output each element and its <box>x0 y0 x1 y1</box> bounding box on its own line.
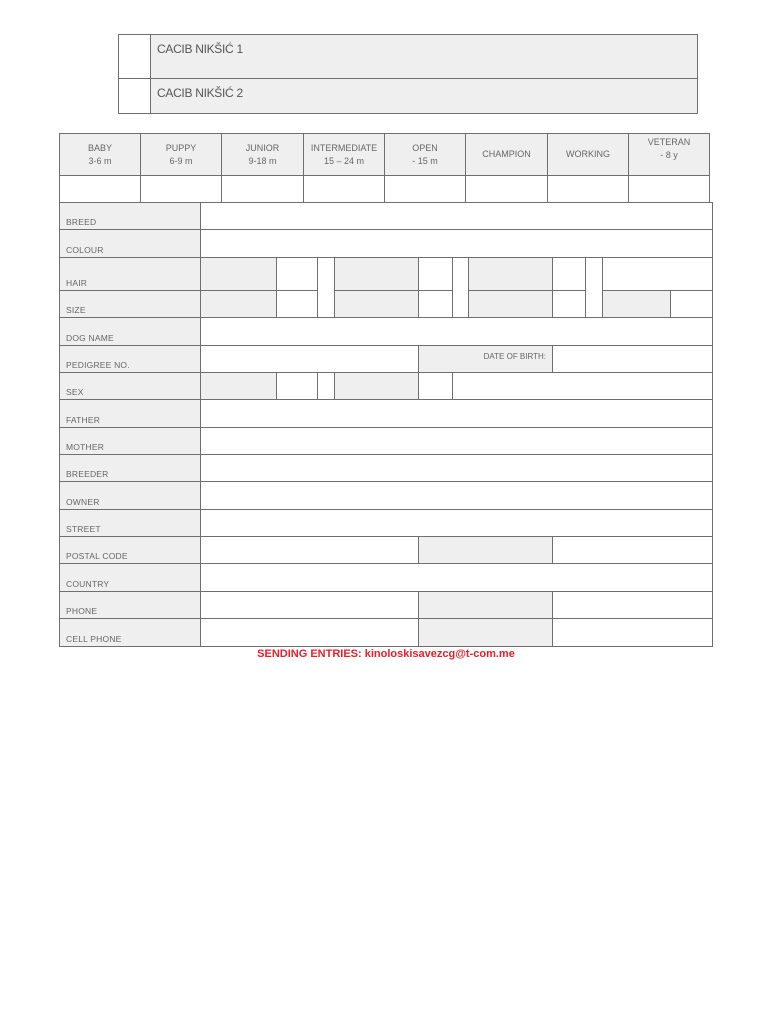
show2-title: CACIB NIKŠIĆ 2 <box>150 78 698 114</box>
size-option-3 <box>468 290 553 318</box>
hair-option-2 <box>334 257 419 291</box>
hair-option-3 <box>468 257 553 291</box>
class-intermediate-name: INTERMEDIATE <box>310 142 378 153</box>
father-input[interactable] <box>200 399 713 428</box>
size-check-3[interactable] <box>552 290 586 318</box>
size-check-2[interactable] <box>418 290 453 318</box>
cell-extra-input[interactable] <box>552 618 713 647</box>
owner-input[interactable] <box>200 481 713 510</box>
label-sex: SEX <box>59 372 201 400</box>
sex-extra <box>452 372 713 400</box>
hair-spacer-2 <box>452 257 469 318</box>
label-pedigree-no: PEDIGREE NO. <box>59 345 201 373</box>
class-puppy-age: 6-9 m <box>169 155 193 166</box>
label-hair: HAIR <box>59 257 201 291</box>
class-open <box>384 133 466 176</box>
label-cell-phone: CELL PHONE <box>59 618 201 647</box>
show2-checkbox[interactable] <box>118 78 151 114</box>
label-breed: BREED <box>59 202 201 230</box>
class-baby-name: BABY <box>87 142 112 153</box>
label-father: FATHER <box>59 399 201 428</box>
postal-city-label <box>418 536 553 564</box>
country-input[interactable] <box>200 563 713 592</box>
class-open-age: - 15 m <box>412 155 438 166</box>
sex-option-2 <box>334 372 419 400</box>
hair-check-1[interactable] <box>276 257 318 291</box>
label-dog-name: DOG NAME <box>59 317 201 346</box>
class-intermediate <box>303 133 385 176</box>
class-veteran-age: - 8 y <box>660 150 678 160</box>
size-option-4 <box>602 290 671 318</box>
class-baby <box>59 133 141 176</box>
show1-checkbox[interactable] <box>118 34 151 79</box>
class-open-name: OPEN <box>412 142 438 153</box>
cell-extra-label <box>418 618 553 647</box>
class-junior-age: 9-18 m <box>248 155 277 166</box>
hair-extra[interactable] <box>602 257 713 291</box>
hair-check-3[interactable] <box>552 257 586 291</box>
label-date-of-birth: DATE OF BIRTH: <box>418 345 553 373</box>
hair-spacer-3 <box>585 257 603 318</box>
dog-name-input[interactable] <box>200 317 713 346</box>
label-street: STREET <box>59 509 201 537</box>
phone-extra-label <box>418 591 553 619</box>
class-working <box>547 133 629 176</box>
mother-input[interactable] <box>200 427 713 455</box>
sex-check-1[interactable] <box>276 372 318 400</box>
class-intermediate-box[interactable] <box>303 175 385 203</box>
sex-check-2[interactable] <box>418 372 453 400</box>
class-veteran <box>628 133 710 176</box>
label-mother: MOTHER <box>59 427 201 455</box>
phone-extra-input[interactable] <box>552 591 713 619</box>
label-breeder: BREEDER <box>59 454 201 482</box>
class-veteran-name: VETERAN <box>647 137 691 147</box>
sex-spacer <box>317 372 335 400</box>
label-postal-code: POSTAL CODE <box>59 536 201 564</box>
size-check-4[interactable] <box>670 290 713 318</box>
colour-input[interactable] <box>200 229 713 258</box>
postal-city-input[interactable] <box>552 536 713 564</box>
date-of-birth-input[interactable] <box>552 345 713 373</box>
class-junior-name: JUNIOR <box>245 142 280 153</box>
class-intermediate-age: 15 – 24 m <box>323 155 365 166</box>
size-option-1 <box>200 290 277 318</box>
size-option-2 <box>334 290 419 318</box>
size-check-1[interactable] <box>276 290 318 318</box>
class-junior <box>221 133 304 176</box>
class-open-box[interactable] <box>384 175 466 203</box>
hair-option-1 <box>200 257 277 291</box>
class-champion <box>465 133 548 176</box>
label-size: SIZE <box>59 290 201 318</box>
class-champion-name: CHAMPION <box>482 149 531 159</box>
class-puppy <box>140 133 222 176</box>
label-phone: PHONE <box>59 591 201 619</box>
label-owner: OWNER <box>59 481 201 510</box>
class-baby-age: 3-6 m <box>88 155 112 166</box>
breed-input[interactable] <box>200 202 713 230</box>
street-input[interactable] <box>200 509 713 537</box>
hair-check-2[interactable] <box>418 257 453 291</box>
class-junior-box[interactable] <box>221 175 304 203</box>
class-champion-box[interactable] <box>465 175 548 203</box>
label-colour: COLOUR <box>59 229 201 258</box>
class-puppy-box[interactable] <box>140 175 222 203</box>
hair-spacer-1 <box>317 257 335 318</box>
show1-title: CACIB NIKŠIĆ 1 <box>150 34 698 79</box>
label-country: COUNTRY <box>59 563 201 592</box>
class-working-name: WORKING <box>566 149 610 159</box>
class-veteran-box[interactable] <box>628 175 710 203</box>
class-working-box[interactable] <box>547 175 629 203</box>
breeder-input[interactable] <box>200 454 713 482</box>
cell-phone-input[interactable] <box>200 618 419 647</box>
postal-code-input[interactable] <box>200 536 419 564</box>
sex-option-1 <box>200 372 277 400</box>
class-baby-box[interactable] <box>59 175 141 203</box>
phone-input[interactable] <box>200 591 419 619</box>
sending-entries-note: SENDING ENTRIES: kinoloskisavezcg@t-com.me <box>257 648 515 660</box>
class-puppy-name: PUPPY <box>165 142 197 153</box>
pedigree-no-input[interactable] <box>200 345 419 373</box>
